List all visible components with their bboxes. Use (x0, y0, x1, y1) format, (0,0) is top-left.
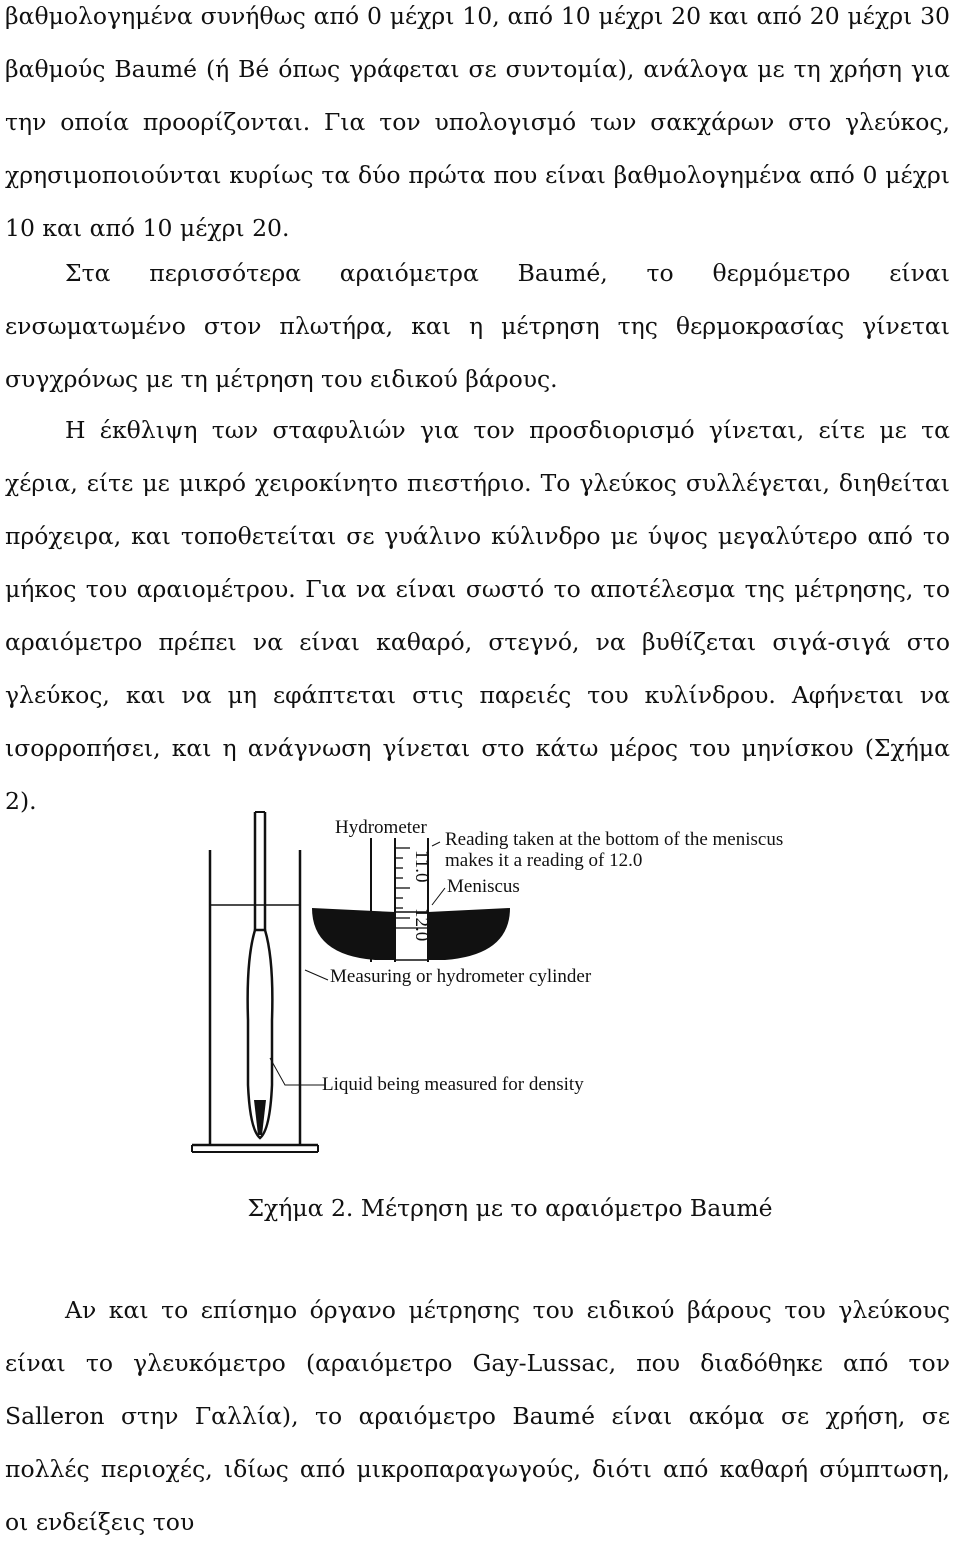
figure-caption: Σχήμα 2. Μέτρηση με το αραιόμετρο Baumé (247, 1194, 773, 1222)
label-reading-line1: Reading taken at the bottom of the meniscus (445, 829, 784, 850)
hydrometer-figure (170, 800, 810, 1180)
scale-mark-11: 11.0 (411, 850, 432, 883)
label-hydrometer: Hydrometer (335, 817, 427, 838)
paragraph-3: Η έκθλιψη των σταφυλιών για τον προσδιορισμό γίνεται, είτε με τα χέρια, είτε με μικρό χειροκίνητο πιεστήριο. Το γλεύκος συλλέγεται, διηθείται πρόχειρα, και τοποθετείται σε γυάλινο κύλινδρο με ύψος μεγαλύτερο από το μήκος του αραιομέτρου. Για να είναι σωστό το αποτέλεσμα της μέτρησης, το αραιόμετρο πρέπει να είναι καθαρό, στεγνό, να βυθίζεται σιγά-σιγά στο γλεύκος, και να μη εφάπτεται στις παρειές του κυλίνδρου. Αφήνεται να ισορροπήσει, και η ανάγνωση γίνεται στο κάτω μέρος του μηνίσκου (Σχήμα 2). (5, 416, 950, 815)
label-liquid: Liquid being measured for density (322, 1074, 584, 1095)
paragraph-4: Αν και το επίσημο όργανο μέτρησης του ειδικού βάρους του γλεύκους είναι το γλευκόμετρο (αραιόμετρο Gay-Lussac, που διαδόθηκε από τον Salleron στην Γαλλία), το αραιόμετρο Baumé είναι ακόμα σε χρήση, σε πολλές περιοχές, ιδίως από μικροπαραγωγούς, διότι από καθαρή σύμπτωση, οι ενδείξεις του (5, 1296, 950, 1536)
hydrometer (248, 812, 273, 1138)
label-cylinder: Measuring or hydrometer cylinder (330, 966, 592, 987)
paragraph-1: βαθμολογημένα συνήθως από 0 μέχρι 10, από 10 μέχρι 20 και από 20 μέχρι 30 βαθμούς Baumé (ή Bé όπως γράφεται σε συντομία), ανάλογα με τη χρήση για την οποία προορίζονται. Για τον υπολογισμό των σακχάρων στο γλεύκος, χρησιμοποιούνται κυρίως τα δύο πρώτα που είναι βαθμολογημένα από 0 μέχρι 10 και από 10 μέχρι 20. (5, 2, 950, 242)
paragraph-2: Στα περισσότερα αραιόμετρα Baumé, το θερμόμετρο είναι ενσωματωμένο στον πλωτήρα, και η μέτρηση της θερμοκρασίας γίνεται συγχρόνως με τη μέτρηση του ειδικού βάρους. (5, 259, 950, 393)
scale-mark-12: 12.0 (411, 908, 432, 942)
scale-ticks (396, 848, 410, 918)
label-reading-line2: makes it a reading of 12.0 (445, 850, 643, 871)
hydrometer-diagram (170, 800, 810, 1180)
label-meniscus: Meniscus (447, 876, 520, 897)
